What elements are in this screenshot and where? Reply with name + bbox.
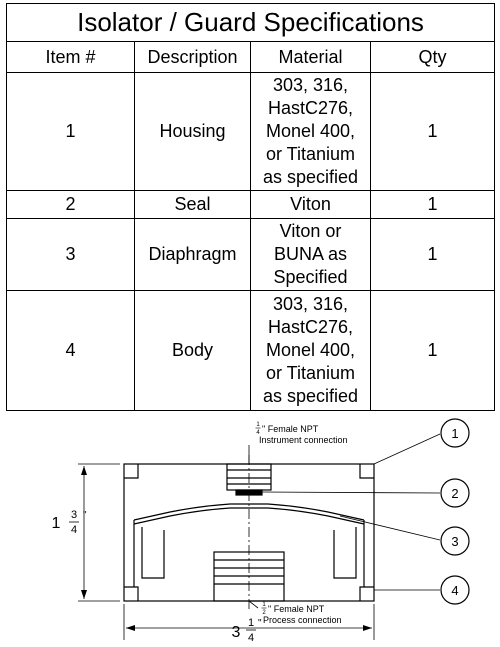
table-row [7,73,495,191]
svg-text:1: 1 [262,602,266,608]
row-material: 303, 316, HastC276, Monel 400, or Titanium as specified [251,73,371,191]
svg-text:4: 4 [256,430,260,436]
svg-text:Instrument connection: Instrument connection [259,435,348,445]
svg-text:2: 2 [262,610,266,616]
process-connection-callout [262,602,342,625]
corner-notch [124,587,138,601]
row-qty: 1 [371,191,495,219]
svg-text:3: 3 [231,624,241,641]
table-row [7,191,495,219]
balloon-3-label: 3 [451,534,459,549]
corner-notch [360,587,374,601]
balloon-1-label: 1 [451,426,459,441]
leader-line-bottom-callout [249,601,258,608]
row-description: Diaphragm [135,219,251,291]
table-row [7,219,495,291]
row-qty: 1 [371,291,495,411]
row-material: Viton or BUNA as Specified [251,219,371,291]
header-description: Description [135,42,251,73]
svg-text:" Female NPT: " Female NPT [268,604,325,614]
row-description: Body [135,291,251,411]
header-item: Item # [7,42,135,73]
svg-text:": " [83,510,87,521]
svg-text:1: 1 [256,422,260,428]
row-description: Seal [135,191,251,219]
row-material: Viton [251,191,371,219]
balloon-4-label: 4 [451,583,459,598]
svg-text:" Female NPT: " Female NPT [262,424,319,434]
row-qty: 1 [371,219,495,291]
header-material: Material [251,42,371,73]
leader-line-1 [374,434,440,464]
table-row [7,291,495,411]
svg-text:": " [258,618,262,629]
row-item: 2 [7,191,135,219]
isolator-cross-section-drawing [0,410,500,647]
header-qty: Qty [371,42,495,73]
svg-text:1: 1 [247,617,255,629]
leader-line-3 [340,516,440,540]
height-dimension-label [52,509,87,536]
table-title: Isolator / Guard Specifications [7,4,495,42]
row-item: 4 [7,291,135,411]
instrument-connection-callout [256,422,348,445]
svg-text:4: 4 [70,524,78,536]
row-description: Housing [135,73,251,191]
row-qty: 1 [371,73,495,191]
specifications-table [6,3,495,411]
svg-text:1: 1 [51,515,61,532]
svg-text:3: 3 [70,509,78,521]
row-item: 1 [7,73,135,191]
width-dimension-label [232,617,262,644]
leader-line-2 [262,492,440,493]
row-material: 303, 316, HastC276, Monel 400, or Titanium as specified [251,291,371,411]
svg-text:4: 4 [247,632,255,644]
corner-notch [360,464,374,478]
corner-notch [124,464,138,478]
svg-text:Process connection: Process connection [263,615,342,625]
row-item: 3 [7,219,135,291]
balloon-2-label: 2 [451,486,459,501]
